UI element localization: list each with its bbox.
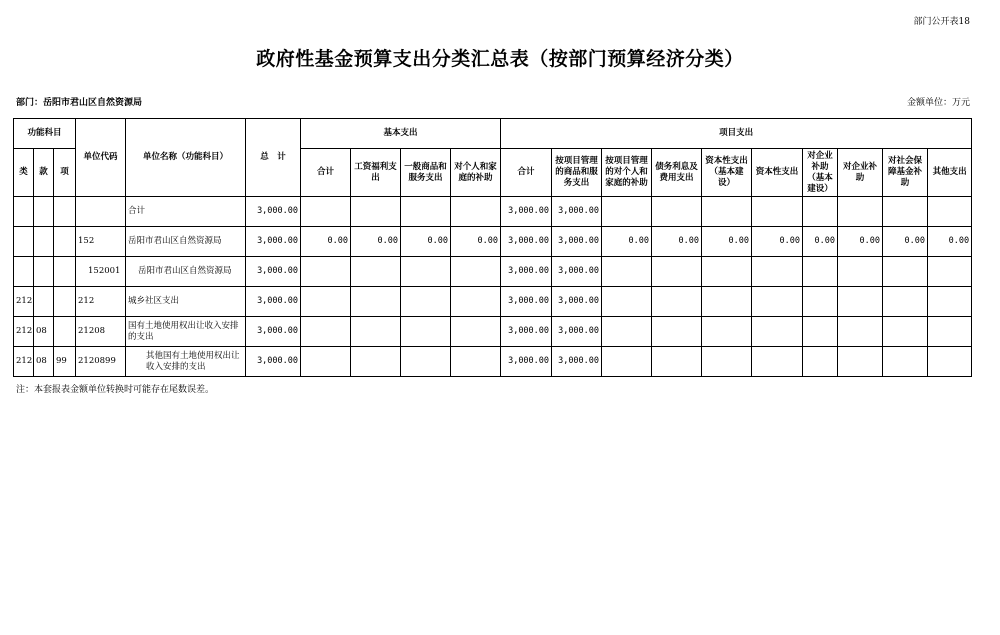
header-unit-name: 单位名称（功能科目） — [126, 119, 246, 197]
cell-basic — [301, 257, 351, 287]
cell-lei — [14, 227, 34, 257]
header-basic-col: 合计 — [301, 149, 351, 197]
cell-project — [702, 287, 752, 317]
cell-project — [752, 197, 803, 227]
cell-project: 0.00 — [928, 227, 972, 257]
cell-project: 3,000.00 — [501, 287, 552, 317]
cell-xiang — [54, 227, 76, 257]
cell-project — [702, 197, 752, 227]
cell-project: 0.00 — [838, 227, 883, 257]
cell-basic: 0.00 — [451, 227, 501, 257]
cell-project — [652, 317, 702, 347]
cell-project — [928, 317, 972, 347]
cell-total: 3,000.00 — [246, 347, 301, 377]
cell-basic: 0.00 — [301, 227, 351, 257]
header-func-subject: 功能科目 — [14, 119, 76, 149]
cell-unit-name: 其他国有土地使用权出让收入安排的支出 — [126, 347, 246, 377]
cell-xiang — [54, 197, 76, 227]
cell-total: 3,000.00 — [246, 197, 301, 227]
cell-project: 0.00 — [702, 227, 752, 257]
cell-project: 3,000.00 — [552, 317, 602, 347]
cell-unit-name: 岳阳市君山区自然资源局 — [126, 227, 246, 257]
header-project: 项目支出 — [501, 119, 972, 149]
cell-project — [838, 347, 883, 377]
cell-project — [883, 197, 928, 227]
header-basic-col: 工资福利支出 — [351, 149, 401, 197]
cell-project: 3,000.00 — [501, 257, 552, 287]
header-project-col: 按项目管理的商品和服务支出 — [552, 149, 602, 197]
department-label: 部门：岳阳市君山区自然资源局 — [16, 98, 143, 108]
header-kuan: 款 — [34, 149, 54, 197]
cell-project — [652, 257, 702, 287]
cell-basic — [301, 347, 351, 377]
cell-kuan — [34, 287, 54, 317]
cell-project — [602, 257, 652, 287]
cell-project: 3,000.00 — [552, 347, 602, 377]
header-project-col: 合计 — [501, 149, 552, 197]
cell-basic — [451, 257, 501, 287]
cell-project — [803, 317, 838, 347]
cell-unit-code: 152001 — [76, 257, 126, 287]
cell-basic — [451, 197, 501, 227]
header-basic-col: 对个人和家庭的补助 — [451, 149, 501, 197]
cell-basic — [351, 197, 401, 227]
cell-project — [883, 257, 928, 287]
cell-project — [652, 287, 702, 317]
cell-project: 3,000.00 — [501, 347, 552, 377]
table-row — [14, 287, 972, 317]
cell-total: 3,000.00 — [246, 287, 301, 317]
cell-project — [928, 287, 972, 317]
cell-project — [838, 257, 883, 287]
cell-lei: 212 — [14, 317, 34, 347]
cell-project — [652, 347, 702, 377]
cell-project: 3,000.00 — [552, 227, 602, 257]
cell-project — [803, 287, 838, 317]
cell-unit-code: 2120899 — [76, 347, 126, 377]
cell-basic — [401, 257, 451, 287]
cell-total: 3,000.00 — [246, 257, 301, 287]
cell-project — [602, 197, 652, 227]
header-row-1 — [14, 119, 972, 149]
cell-project — [752, 287, 803, 317]
budget-table — [13, 118, 972, 377]
header-project-col: 债务利息及费用支出 — [652, 149, 702, 197]
cell-basic — [351, 287, 401, 317]
cell-kuan: 08 — [34, 317, 54, 347]
cell-project — [602, 347, 652, 377]
cell-project — [928, 347, 972, 377]
table-row — [14, 227, 972, 257]
header-project-col: 对企业补助 — [838, 149, 883, 197]
cell-project — [803, 257, 838, 287]
header-project-col: 对企业补助（基本建设） — [803, 149, 838, 197]
cell-unit-name: 岳阳市君山区自然资源局 — [126, 257, 246, 287]
cell-project — [838, 197, 883, 227]
cell-project — [602, 317, 652, 347]
cell-project: 0.00 — [602, 227, 652, 257]
cell-project — [752, 317, 803, 347]
cell-project — [883, 317, 928, 347]
header-basic-col: 一般商品和服务支出 — [401, 149, 451, 197]
cell-lei: 212 — [14, 347, 34, 377]
cell-project: 3,000.00 — [552, 287, 602, 317]
cell-project: 3,000.00 — [552, 257, 602, 287]
header-total: 总 计 — [246, 119, 301, 197]
amount-unit-label: 金额单位：万元 — [906, 98, 970, 108]
header-project-col: 资本性支出 — [752, 149, 803, 197]
cell-basic — [401, 317, 451, 347]
cell-unit-code: 152 — [76, 227, 126, 257]
header-project-col: 对社会保障基金补助 — [883, 149, 928, 197]
cell-project: 0.00 — [803, 227, 838, 257]
cell-xiang — [54, 317, 76, 347]
cell-project: 3,000.00 — [552, 197, 602, 227]
cell-basic — [401, 347, 451, 377]
table-row — [14, 197, 972, 227]
cell-basic — [351, 317, 401, 347]
page-title: 政府性基金预算支出分类汇总表（按部门预算经济分类） — [256, 48, 744, 70]
cell-basic — [351, 347, 401, 377]
cell-unit-name: 国有土地使用权出让收入安排的支出 — [126, 317, 246, 347]
cell-basic — [401, 197, 451, 227]
cell-unit-code: 21208 — [76, 317, 126, 347]
cell-basic: 0.00 — [401, 227, 451, 257]
cell-kuan — [34, 257, 54, 287]
cell-project: 0.00 — [883, 227, 928, 257]
table-row — [14, 347, 972, 377]
cell-basic — [301, 287, 351, 317]
cell-basic — [451, 347, 501, 377]
cell-project: 0.00 — [652, 227, 702, 257]
cell-xiang: 99 — [54, 347, 76, 377]
cell-project: 3,000.00 — [501, 317, 552, 347]
cell-total: 3,000.00 — [246, 317, 301, 347]
cell-project — [702, 347, 752, 377]
table-row — [14, 317, 972, 347]
cell-project — [702, 317, 752, 347]
cell-basic — [401, 287, 451, 317]
cell-project — [838, 287, 883, 317]
cell-unit-code: 212 — [76, 287, 126, 317]
cell-project — [752, 257, 803, 287]
header-lei: 类 — [14, 149, 34, 197]
cell-project — [928, 257, 972, 287]
cell-basic — [301, 197, 351, 227]
cell-project — [803, 197, 838, 227]
cell-xiang — [54, 257, 76, 287]
header-project-col: 按项目管理的对个人和家庭的补助 — [602, 149, 652, 197]
cell-kuan — [34, 197, 54, 227]
cell-project — [652, 197, 702, 227]
cell-project: 0.00 — [752, 227, 803, 257]
cell-project — [838, 317, 883, 347]
cell-xiang — [54, 287, 76, 317]
cell-lei — [14, 257, 34, 287]
header-project-col: 其他支出 — [928, 149, 972, 197]
cell-basic — [451, 317, 501, 347]
header-project-col: 资本性支出（基本建设） — [702, 149, 752, 197]
cell-project — [883, 287, 928, 317]
cell-project — [803, 347, 838, 377]
cell-project: 3,000.00 — [501, 227, 552, 257]
cell-project — [602, 287, 652, 317]
cell-unit-code — [76, 197, 126, 227]
cell-kuan — [34, 227, 54, 257]
cell-lei — [14, 197, 34, 227]
header-xiang: 项 — [54, 149, 76, 197]
cell-unit-name: 合计 — [126, 197, 246, 227]
cell-basic — [301, 317, 351, 347]
cell-basic — [351, 257, 401, 287]
cell-basic: 0.00 — [351, 227, 401, 257]
cell-kuan: 08 — [34, 347, 54, 377]
table-row — [14, 257, 972, 287]
cell-project: 3,000.00 — [501, 197, 552, 227]
cell-project — [883, 347, 928, 377]
header-unit-code: 单位代码 — [76, 119, 126, 197]
footnote: 注：本套报表金额单位转换时可能存在尾数误差。 — [16, 385, 215, 395]
header-basic: 基本支出 — [301, 119, 501, 149]
cell-lei: 212 — [14, 287, 34, 317]
cell-basic — [451, 287, 501, 317]
cell-project — [752, 347, 803, 377]
cell-unit-name: 城乡社区支出 — [126, 287, 246, 317]
cell-project — [702, 257, 752, 287]
form-number: 部门公开表18 — [913, 17, 970, 27]
cell-project — [928, 197, 972, 227]
cell-total: 3,000.00 — [246, 227, 301, 257]
